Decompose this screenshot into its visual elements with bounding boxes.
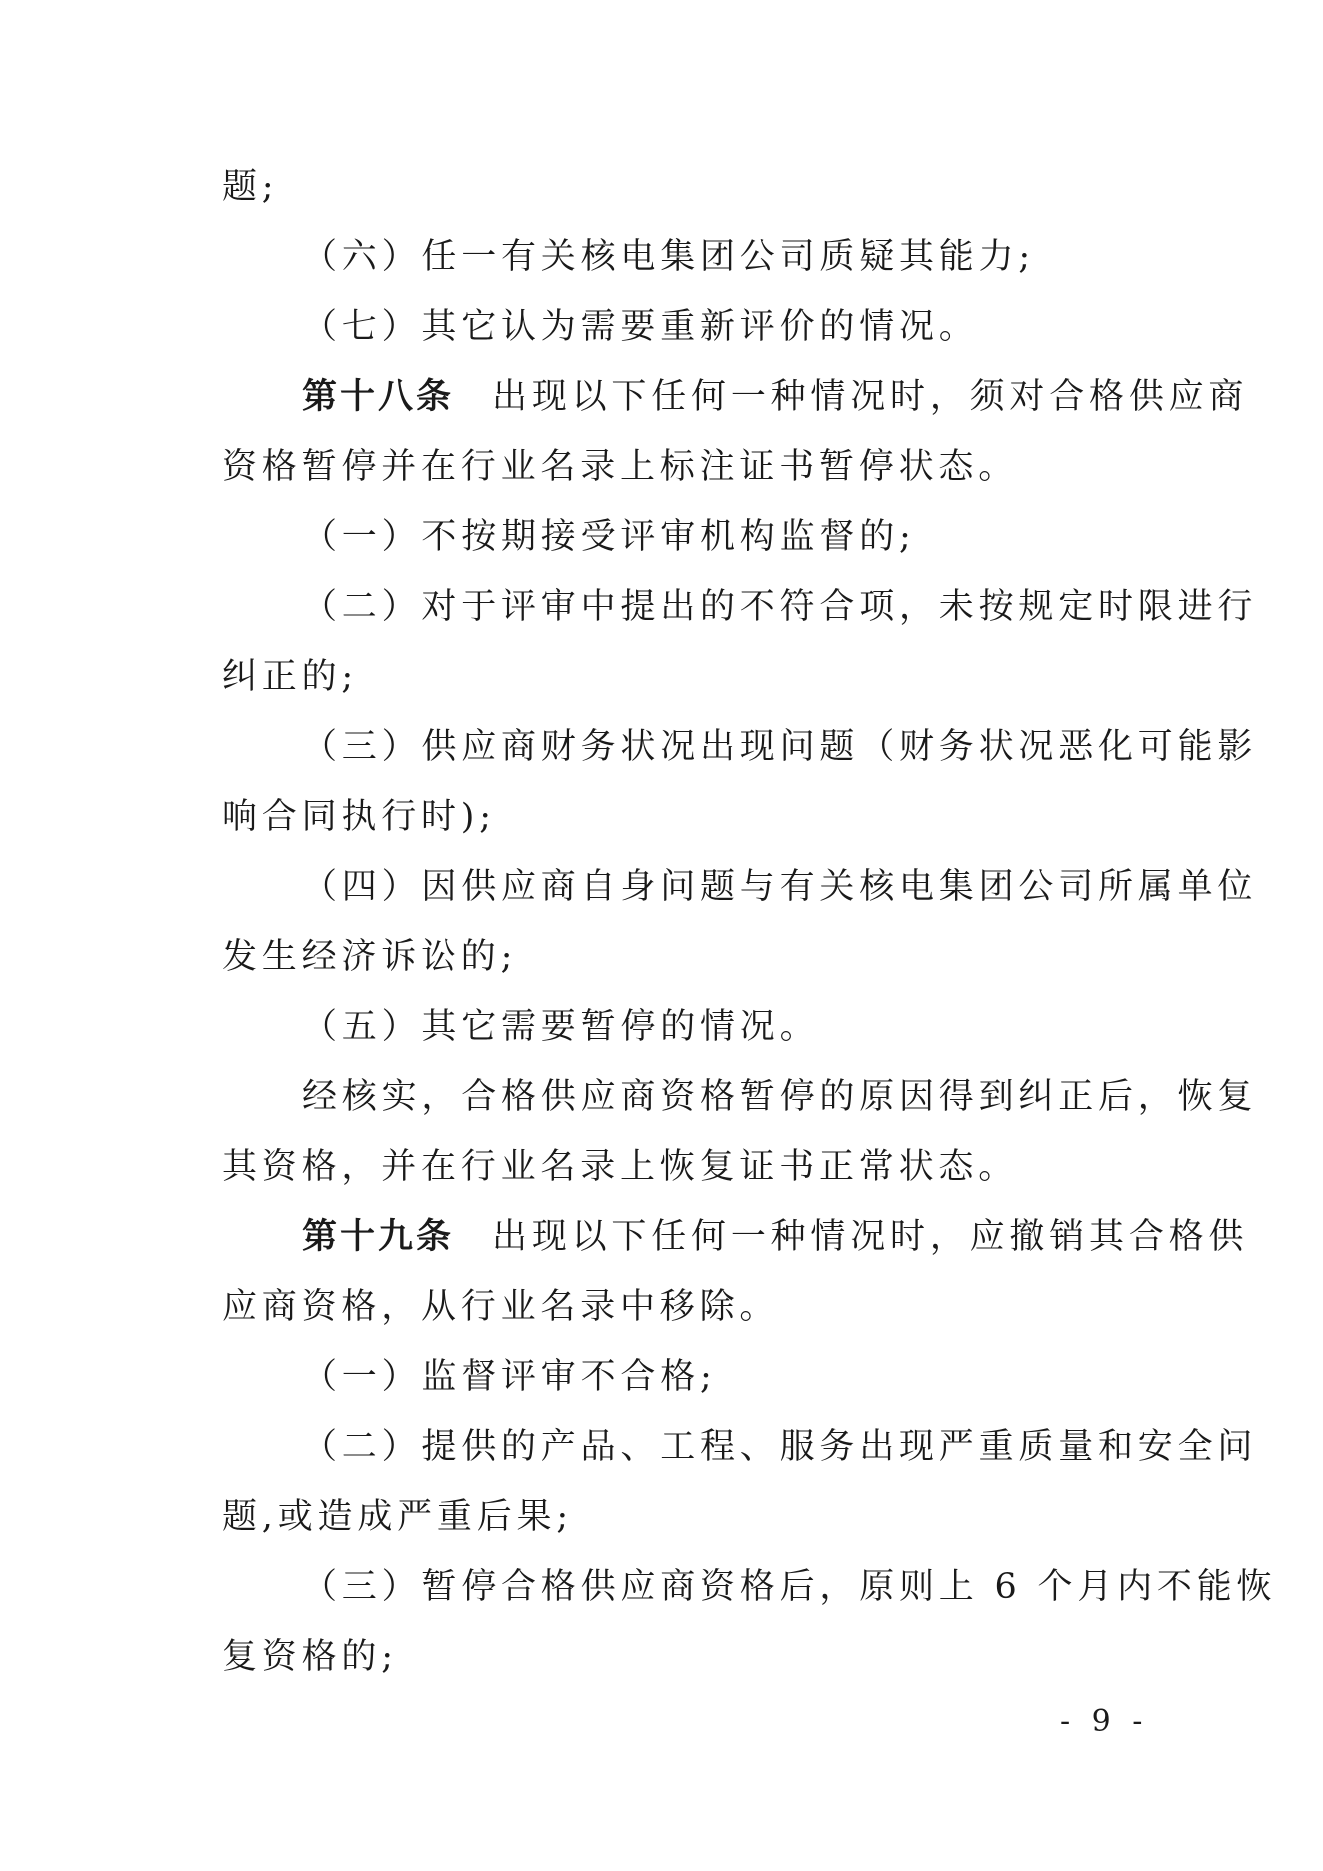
- text-line: （一）不按期接受评审机构监督的;: [302, 517, 916, 557]
- article-number: 第十九条: [302, 1217, 455, 1257]
- text-line: 题,或造成严重后果;: [222, 1497, 573, 1537]
- document-body: [222, 165, 1277, 1705]
- text-line: （三）供应商财务状况出现问题（财务状况恶化可能影: [302, 727, 1258, 767]
- text-line: （二）提供的产品、工程、服务出现严重质量和安全问: [302, 1427, 1258, 1467]
- article-19-heading-line: [222, 1215, 1249, 1259]
- text-line: （二）对于评审中提出的不符合项，未按规定时限进行: [302, 587, 1258, 627]
- text-line: （五）其它需要暂停的情况。: [302, 1007, 820, 1047]
- text-line: （三）暂停合格供应商资格后，原则上 6 个月内不能恢: [302, 1567, 1277, 1607]
- text-line: （六）任一有关核电集团公司质疑其能力;: [302, 237, 1035, 277]
- article-number: 第十八条: [302, 377, 455, 417]
- article-18-heading-line: [222, 375, 1249, 419]
- text-line: 应商资格，从行业名录中移除。: [222, 1287, 780, 1327]
- text-line: 出现以下任何一种情况时，须对合格供应商: [492, 377, 1249, 417]
- text-line: 复资格的;: [222, 1637, 398, 1677]
- text-line: 资格暂停并在行业名录上标注证书暂停状态。: [222, 447, 1019, 487]
- text-line: 纠正的;: [222, 657, 358, 697]
- text-line: 题;: [222, 167, 279, 207]
- text-line: 出现以下任何一种情况时，应撤销其合格供: [492, 1217, 1249, 1257]
- text-line: 其资格，并在行业名录上恢复证书正常状态。: [222, 1147, 1019, 1187]
- text-line: （七）其它认为需要重新评价的情况。: [302, 307, 979, 347]
- text-line: 响合同执行时);: [222, 797, 496, 837]
- text-line: 发生经济诉讼的;: [222, 937, 518, 977]
- text-line: （一）监督评审不合格;: [302, 1357, 717, 1397]
- page-number: - 9 -: [1060, 1704, 1149, 1739]
- text-line: 经核实，合格供应商资格暂停的原因得到纠正后，恢复: [302, 1077, 1258, 1117]
- text-line: （四）因供应商自身问题与有关核电集团公司所属单位: [302, 867, 1258, 907]
